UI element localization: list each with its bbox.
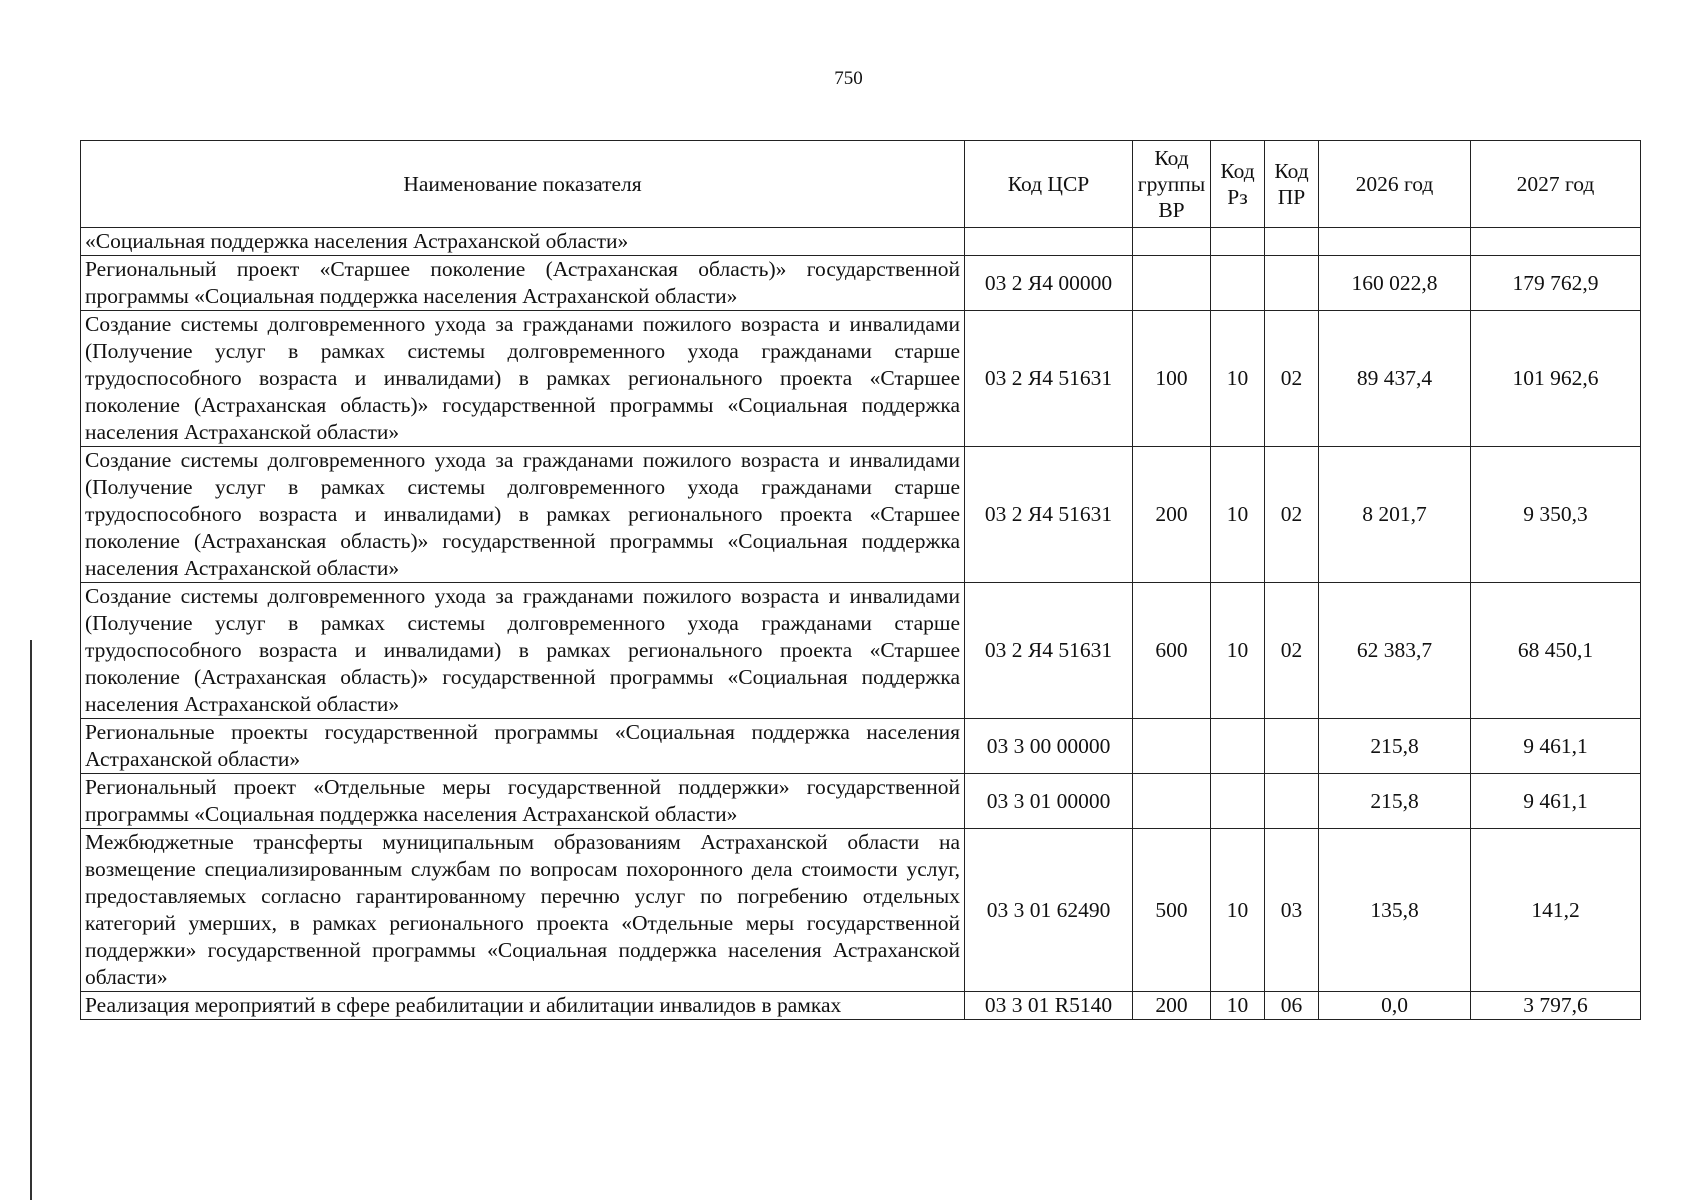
table-row — [81, 719, 1641, 774]
row-csr: 03 3 01 00000 — [965, 774, 1133, 829]
row-csr: 03 2 Я4 51631 — [965, 447, 1133, 583]
row-rz — [1211, 256, 1265, 311]
row-vr — [1133, 228, 1211, 256]
margin-line — [30, 640, 32, 1200]
row-name: Межбюджетные трансферты муниципальным образованиям Астраханской области на возмещение специализированным службам по вопросам похоронного дела стоимости услуг, предоставляемых согласно гарантированному перечню услуг по погребению отдельных категорий умерших, в рамках регионального проекта «Отдельные меры государственной поддержки» государственной программы «Социальная поддержка населения Астраханской области» — [81, 829, 965, 992]
table-row — [81, 228, 1641, 256]
row-2027: 101 962,6 — [1471, 311, 1641, 447]
row-2027: 3 797,6 — [1471, 992, 1641, 1020]
header-2027: 2027 год — [1471, 141, 1641, 228]
row-vr — [1133, 256, 1211, 311]
row-pr: 02 — [1265, 583, 1319, 719]
row-2027: 141,2 — [1471, 829, 1641, 992]
row-pr — [1265, 228, 1319, 256]
row-csr — [965, 228, 1133, 256]
row-2027: 9 350,3 — [1471, 447, 1641, 583]
row-name: Региональные проекты государственной программы «Социальная поддержка населения Астраханской области» — [81, 719, 965, 774]
row-name: Создание системы долговременного ухода за гражданами пожилого возраста и инвалидами (Получение услуг в рамках системы долговременного ухода гражданами старше трудоспособного возраста и инвалидами) в рамках регионального проекта «Старшее поколение (Астраханская область)» государственной программы «Социальная поддержка населения Астраханской области» — [81, 447, 965, 583]
row-rz: 10 — [1211, 583, 1265, 719]
header-name: Наименование показателя — [81, 141, 965, 228]
row-pr: 06 — [1265, 992, 1319, 1020]
row-csr: 03 3 00 00000 — [965, 719, 1133, 774]
table-header-row — [81, 141, 1641, 228]
row-vr: 200 — [1133, 992, 1211, 1020]
row-pr: 03 — [1265, 829, 1319, 992]
row-csr: 03 2 Я4 51631 — [965, 311, 1133, 447]
row-2026: 215,8 — [1319, 774, 1471, 829]
row-csr: 03 2 Я4 51631 — [965, 583, 1133, 719]
row-pr: 02 — [1265, 311, 1319, 447]
row-pr: 02 — [1265, 447, 1319, 583]
row-rz — [1211, 774, 1265, 829]
row-csr: 03 3 01 62490 — [965, 829, 1133, 992]
row-name: Региональный проект «Старшее поколение (Астраханская область)» государственной программы «Социальная поддержка населения Астраханской области» — [81, 256, 965, 311]
row-2026: 135,8 — [1319, 829, 1471, 992]
table-row — [81, 774, 1641, 829]
header-rz: Код Рз — [1211, 141, 1265, 228]
budget-table — [80, 140, 1641, 1020]
row-rz: 10 — [1211, 992, 1265, 1020]
row-rz: 10 — [1211, 311, 1265, 447]
row-name: Реализация мероприятий в сфере реабилитации и абилитации инвалидов в рамках — [81, 992, 965, 1020]
row-rz — [1211, 719, 1265, 774]
row-pr — [1265, 256, 1319, 311]
row-pr — [1265, 719, 1319, 774]
header-csr: Код ЦСР — [965, 141, 1133, 228]
row-csr: 03 2 Я4 00000 — [965, 256, 1133, 311]
table-row — [81, 311, 1641, 447]
header-vr: Код группы ВР — [1133, 141, 1211, 228]
table-row — [81, 583, 1641, 719]
row-vr: 200 — [1133, 447, 1211, 583]
row-rz: 10 — [1211, 829, 1265, 992]
row-2026 — [1319, 228, 1471, 256]
row-csr: 03 3 01 R5140 — [965, 992, 1133, 1020]
row-2026: 89 437,4 — [1319, 311, 1471, 447]
row-vr — [1133, 719, 1211, 774]
row-vr: 100 — [1133, 311, 1211, 447]
row-name: Создание системы долговременного ухода за гражданами пожилого возраста и инвалидами (Получение услуг в рамках системы долговременного ухода гражданами старше трудоспособного возраста и инвалидами) в рамках регионального проекта «Старшее поколение (Астраханская область)» государственной программы «Социальная поддержка населения Астраханской области» — [81, 583, 965, 719]
table-row — [81, 447, 1641, 583]
row-2027: 68 450,1 — [1471, 583, 1641, 719]
row-2026: 8 201,7 — [1319, 447, 1471, 583]
header-pr: Код ПР — [1265, 141, 1319, 228]
row-2027 — [1471, 228, 1641, 256]
row-name: «Социальная поддержка населения Астраханской области» — [81, 228, 965, 256]
row-vr — [1133, 774, 1211, 829]
row-2026: 0,0 — [1319, 992, 1471, 1020]
table-row — [81, 829, 1641, 992]
row-name: Создание системы долговременного ухода за гражданами пожилого возраста и инвалидами (Получение услуг в рамках системы долговременного ухода гражданами старше трудоспособного возраста и инвалидами) в рамках регионального проекта «Старшее поколение (Астраханская область)» государственной программы «Социальная поддержка населения Астраханской области» — [81, 311, 965, 447]
row-name: Региональный проект «Отдельные меры государственной поддержки» государственной программы «Социальная поддержка населения Астраханской области» — [81, 774, 965, 829]
row-2026: 215,8 — [1319, 719, 1471, 774]
row-rz — [1211, 228, 1265, 256]
row-2027: 179 762,9 — [1471, 256, 1641, 311]
row-2027: 9 461,1 — [1471, 719, 1641, 774]
table-row — [81, 992, 1641, 1020]
row-2026: 62 383,7 — [1319, 583, 1471, 719]
table-body — [81, 228, 1641, 1020]
row-pr — [1265, 774, 1319, 829]
row-vr: 500 — [1133, 829, 1211, 992]
row-2026: 160 022,8 — [1319, 256, 1471, 311]
row-rz: 10 — [1211, 447, 1265, 583]
header-2026: 2026 год — [1319, 141, 1471, 228]
row-vr: 600 — [1133, 583, 1211, 719]
page-number: 750 — [834, 68, 863, 89]
table-row — [81, 256, 1641, 311]
row-2027: 9 461,1 — [1471, 774, 1641, 829]
